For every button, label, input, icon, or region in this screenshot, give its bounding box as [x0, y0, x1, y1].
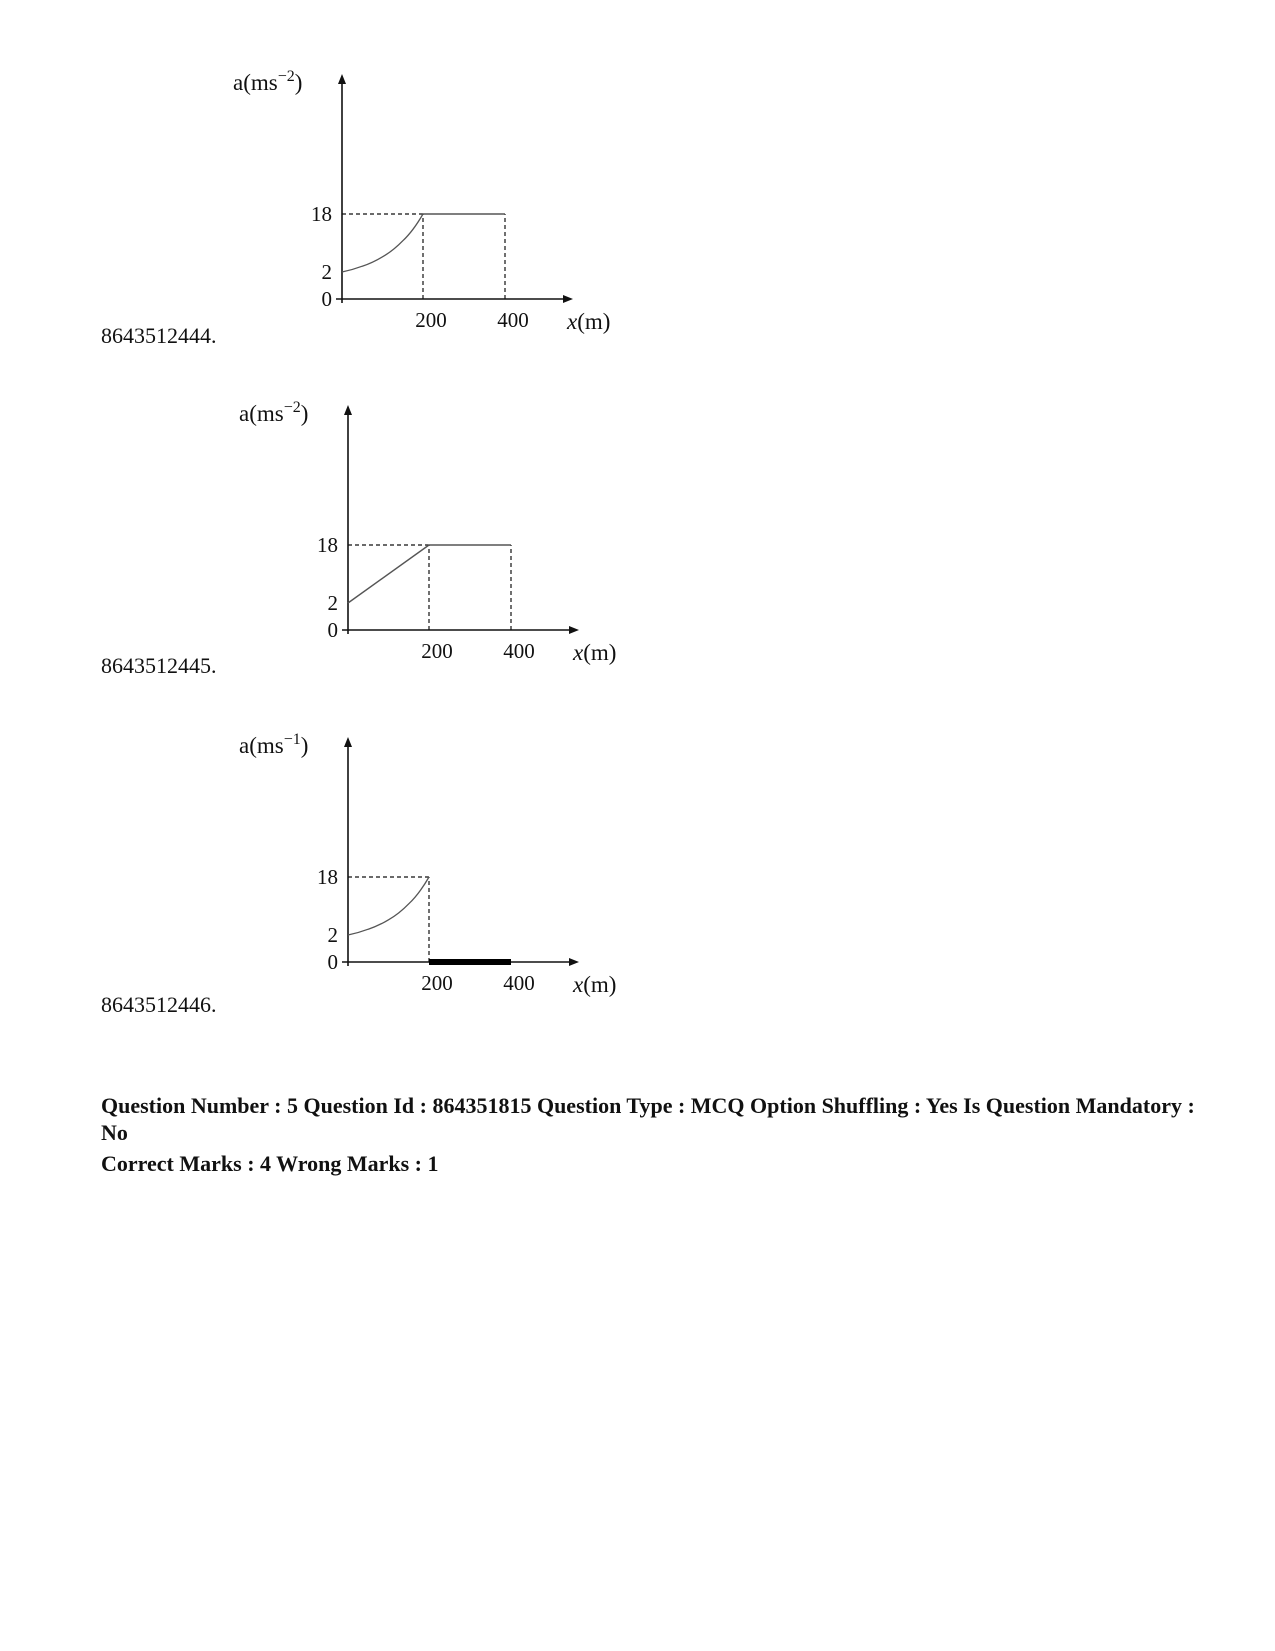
y-axis-label: $a(ms^{-1})$ — [239, 731, 309, 758]
x-tick-label: 400 — [503, 639, 535, 663]
option-id-label: 8643512444. — [101, 323, 217, 348]
y-tick-label: 2 — [327, 591, 338, 615]
y-tick-label: 0 — [321, 287, 332, 311]
y-tick-label: 2 — [321, 260, 332, 284]
y-axis-label: $a(ms^{-2})$ — [233, 68, 303, 95]
data-curve — [348, 877, 429, 935]
y-axis-arrow-icon — [338, 74, 346, 84]
marks-text: Correct Marks : 4 Wrong Marks : 1 — [101, 1151, 439, 1176]
y-tick-label: 0 — [327, 950, 338, 974]
data-line — [348, 545, 429, 603]
option-id-label: 8643512445. — [101, 653, 217, 678]
y-tick-label: 18 — [311, 202, 332, 226]
marks-line — [101, 1150, 1211, 1177]
y-tick-label: 18 — [317, 533, 338, 557]
x-axis-label: x(m) — [573, 972, 617, 997]
question-meta-line — [101, 1092, 1211, 1146]
question-meta-text: Question Number : 5 Question Id : 864351815 Question Type : MCQ Option Shuffling : Yes Is Question Mandatory : No — [101, 1093, 1195, 1145]
x-axis-arrow-icon — [563, 295, 573, 303]
x-axis-arrow-icon — [569, 958, 579, 966]
x-axis-label: x(m) — [573, 640, 617, 665]
y-tick-label: 18 — [317, 865, 338, 889]
option-id-label: 8643512446. — [101, 992, 217, 1017]
y-axis-arrow-icon — [344, 737, 352, 747]
y-axis-arrow-icon — [344, 405, 352, 415]
option-graph-8643512444 — [225, 62, 645, 362]
x-tick-label: 400 — [503, 971, 535, 995]
x-tick-label: 200 — [421, 971, 453, 995]
y-tick-label: 0 — [327, 618, 338, 642]
x-tick-label: 200 — [421, 639, 453, 663]
x-tick-label: 200 — [415, 308, 447, 332]
x-axis-label: x(m) — [567, 309, 611, 334]
option-graph-8643512445 — [231, 393, 651, 693]
option-graph-8643512446 — [231, 725, 651, 1025]
x-tick-label: 400 — [497, 308, 529, 332]
y-axis-label: $a(ms^{-2})$ — [239, 399, 309, 426]
data-curve — [342, 214, 423, 272]
y-tick-label: 2 — [327, 923, 338, 947]
x-axis-arrow-icon — [569, 626, 579, 634]
